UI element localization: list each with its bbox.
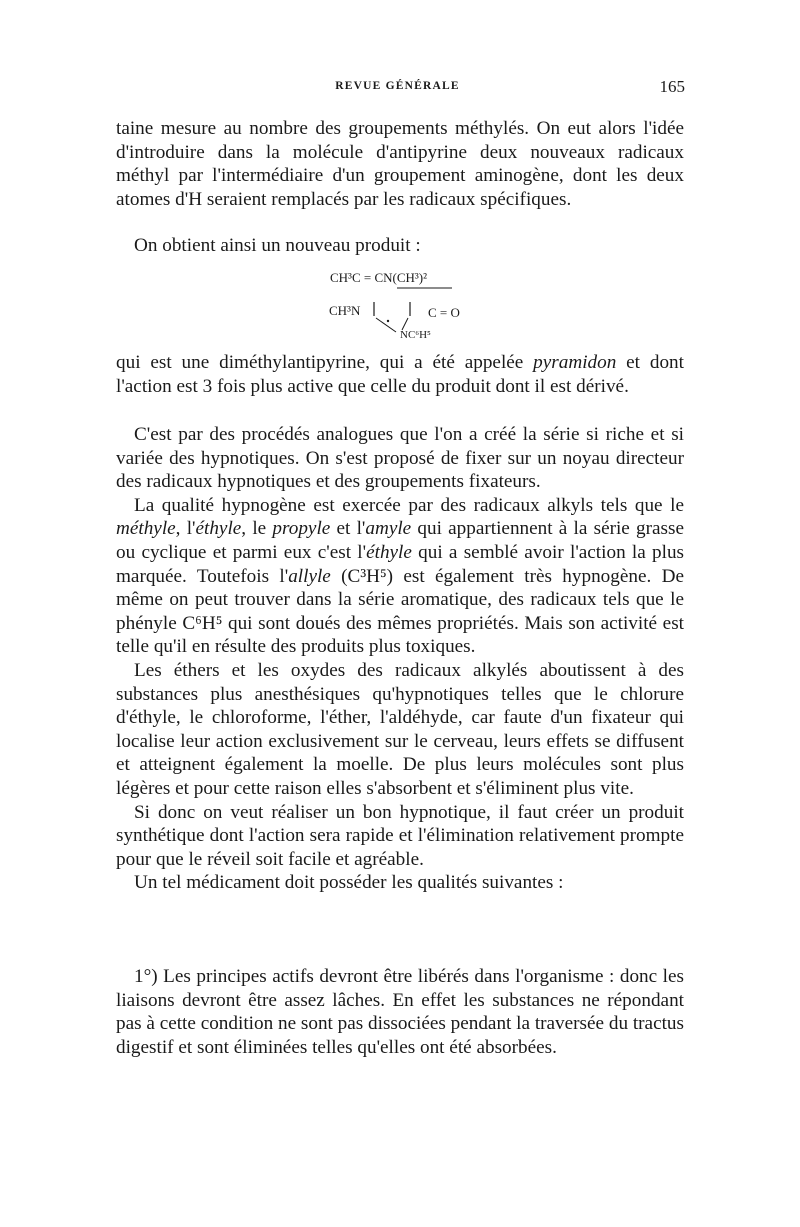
paragraph-group-2: [116, 965, 684, 1059]
italic-term: méthyle: [116, 518, 176, 540]
bond-line: [376, 318, 396, 332]
running-title: REVUE GÉNÉRALE: [335, 80, 460, 92]
paragraph-text: [116, 351, 684, 398]
paragraph-9: 1°) Les principes actifs devront être libérés dans l'organisme : donc les liaisons devront être assez lâches. En effet les substances ne répondant pas à cette condition ne sont pas dissociées pendant la traversée du tractus digestif et sont éliminées telles qu'elles ont été absorbées.: [116, 966, 684, 1058]
italic-term: éthyle: [366, 541, 412, 563]
paragraph-3: [116, 351, 684, 398]
formula-carbonyl: C = O: [428, 305, 460, 320]
paragraph-2: [116, 234, 684, 258]
text-run: qui est une diméthylantipyrine, qui a été appelée: [116, 352, 534, 373]
text-run: , le: [241, 518, 273, 540]
text-run: et l': [330, 518, 366, 540]
page-header: [110, 77, 685, 102]
italic-term: pyramidon: [533, 352, 617, 373]
paragraph-6: Les éthers et les oxydes des radicaux alkylés aboutissent à des substances plus anesthésiques qu'hypnotiques telles que le chlorure d'éthyle, le chloroforme, l'éther, l'aldéhyde, car faute d'un fixateur qui localise leur action exclusivement sur le cerveau, leurs effets se diffusent et atteignent également la moelle. De plus leurs molécules sont plus légères et pour cette raison elles s'absorbent et s'éliminent plus vite.: [116, 659, 684, 799]
formula-nc6h5: NC⁶H⁵: [400, 329, 431, 341]
page-number: 165: [659, 77, 685, 96]
paragraph-text: On obtient ainsi un nouveau produit :: [134, 235, 421, 256]
paragraph-5: [116, 494, 684, 659]
text-run: et dont l'action est 3 fois plus active que celle du produit dont il est dérivé.: [116, 352, 684, 397]
paragraph-4: C'est par des procédés analogues que l'on a créé la série si riche et si variée des hypnotiques. On s'est proposé de fixer sur un noyau directeur des radicaux hypnotiques et des groupements fixateurs.: [116, 424, 684, 493]
formula-ch3n: CH³N: [329, 303, 361, 318]
text-run: , l': [175, 518, 196, 540]
paragraph-1: [116, 117, 684, 211]
text-run: qui a semblé avoir l'action la plus marquée. Toutefois l': [116, 541, 685, 587]
paragraph-text: taine mesure au nombre des groupements méthylés. On eut alors l'idée d'introduire dans la molécule d'antipyrine deux nouveaux radicaux méthyl par l'intermédiaire d'un groupement aminogène, dont les deux atomes d'H seraient remplacés par les radicaux spécifiques.: [116, 118, 684, 210]
paragraph-7: Si donc on veut réaliser un bon hypnotique, il faut créer un produit synthétique dont l'action sera rapide et l'élimination relativement prompte pour que le réveil soit facile et agréable.: [116, 801, 684, 870]
paragraph-group: [116, 423, 684, 895]
formula-line-1: CH³C = CN(CH³)²: [330, 270, 428, 285]
italic-term: propyle: [272, 518, 331, 540]
paragraph-8: Un tel médicament doit posséder les qualités suivantes :: [134, 872, 564, 894]
text-run: La qualité hypnogène est exercée par des radicaux alkyls tels que le: [134, 494, 684, 516]
text-run: qui appartiennent à la série grasse ou cyclique et parmi eux c'est l': [116, 518, 684, 563]
text-run: (C³H⁵) est également très hypnogène. De même on peut trouver dans la série aromatique, des radicaux tels que le phényle C⁶H⁵ qui sont doués des mêmes propriétés. Mais son activité est telle qu'il en résulte des produits plus toxiques.: [116, 565, 684, 658]
dot: [387, 320, 389, 322]
italic-term: amyle: [365, 518, 412, 540]
chemical-formula-pyramidon: [300, 268, 500, 343]
italic-term: éthyle: [195, 518, 242, 540]
italic-term: allyle: [288, 565, 331, 587]
